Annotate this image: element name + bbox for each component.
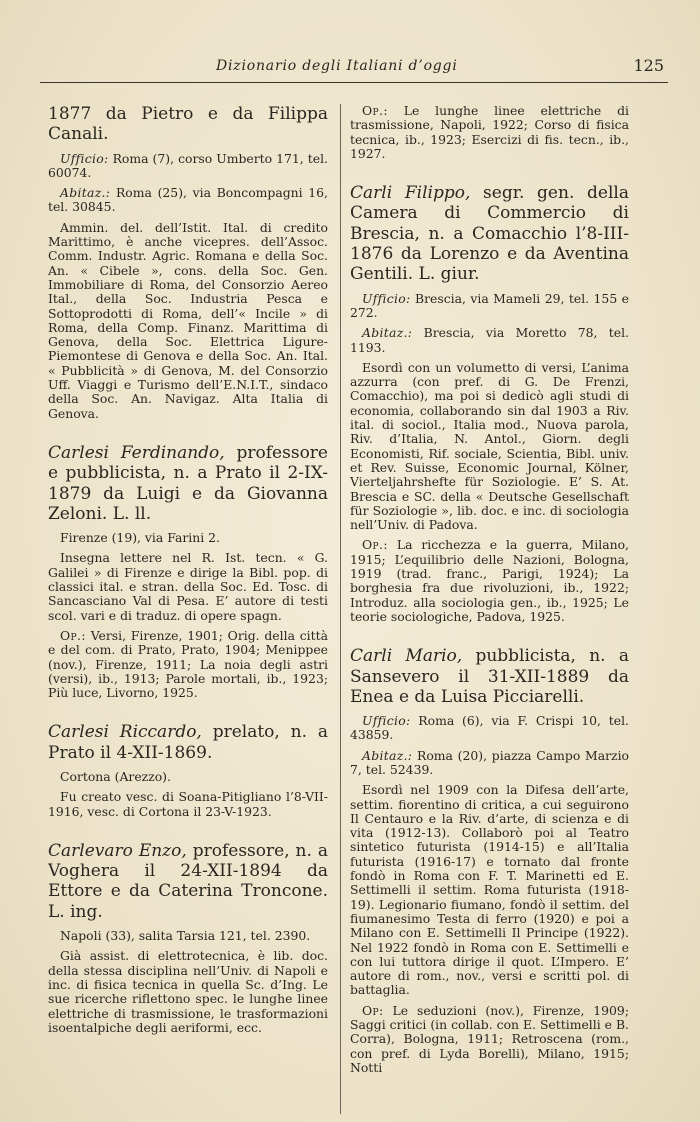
works-list — [350, 104, 629, 161]
works-text: Le seduzioni (nov.), Firenze, 1909; Saggi critici (in collab. con E. Settimelli e B. Corra), Bologna, 1911; Retroscena (rom., con pref. di Lyda Borelli), Milano, 1915; Notti — [350, 1002, 629, 1075]
entry-continued-canali — [48, 104, 328, 421]
works-list — [48, 629, 328, 700]
entry-carli-filippo — [350, 183, 629, 624]
entry-carli-mario — [350, 646, 629, 1075]
entry-body: Insegna lettere nel R. Ist. tecn. « G. Galilei » di Firenze e dirige la Bibl. pop. di classici ital. e stran. della Soc. Ed. Tosc. di Sancasciano Val di Pesa. E’ autore di testi scol. vari e di traduz. di opere spagn. — [48, 550, 328, 623]
address: Firenze (19), via Farini 2. — [60, 530, 220, 546]
entry-body: Esordì nel 1909 con la Difesa dell’arte, settim. fiorentino di critica, a cui seguirono Il Centauro e la Riv. d’arte, di scienza e di vita (1912-13). Collaborò poi al Teatro sintetico futurista (1914-15) e all’Italia futurista (1916-17) e tornato dal fronte fondò in Roma con F. T. Marinetti ed E. Settimelli il settim. Roma futurista (1918-19). Legionario fiumano, fondò il settim. del fiumanesimo Testa di ferro (1920) e poi a Milano con E. Settimelli Il Principe (1922). Nel 1922 fondò in Roma con E. Settimelli e con lui tuttora dirige il quot. L’Impero. E’ autore di rom., nov., versi e scritti pol. di battaglia. — [350, 782, 629, 998]
entry-name: Carli Mario, — [350, 646, 463, 667]
running-head — [40, 56, 668, 83]
home-address — [48, 186, 328, 215]
entry-name: Carlesi Riccardo, — [48, 722, 202, 743]
entry-body: Ammin. del. dell’Istit. Ital. di credito Marittimo, è anche vicepres. dell’Assoc. Comm. Industr. Agric. Romana e della Soc. An. « Cibele », cons. della Soc. Gen. Immobiliare di Roma, del Consorzio Aereo Ital., della Soc. Industria Pesca e Sottoprodotti di Roma, dell’« Incile » di Roma, della Comp. Finanz. Marittima di Genova, della Soc. Elettrica Ligure-Piemontese di Genova e della Soc. An. Ital. « Pubblicità » di Genova, M. del Consorzio Uff. Viaggi e Turismo dell’E.N.I.T., sindaco della Soc. An. Navigaz. Alta Italia di Genova. — [48, 219, 328, 421]
column-divider — [340, 104, 341, 1114]
home-label: Abitaz.: — [60, 185, 111, 201]
office-address — [48, 152, 328, 181]
works-label: Op: — [362, 1002, 384, 1018]
works-label: Op.: — [362, 537, 388, 553]
right-column — [350, 104, 629, 1097]
page-number: 125 — [633, 56, 664, 75]
entry-name: Carli Filippo, — [350, 183, 471, 204]
home-address — [350, 326, 629, 355]
left-column — [48, 104, 328, 1057]
entry-name: Carlesi Ferdinando, — [48, 442, 225, 463]
works-label: Op.: — [362, 103, 388, 118]
entry-heading-rest: prelato, n. a Prato il 4-XII-1869. — [48, 722, 328, 763]
entry-body: Fu creato vesc. di Soana-Pitigliano l’8-VII-1916, vesc. di Cortona il 23-V-1923. — [48, 789, 328, 819]
entry-heading-rest: pubblicista, n. a Sansevero il 31-XII-1889 da Enea e da Luisa Picciarelli. — [350, 646, 629, 707]
address: Cortona (Arezzo). — [60, 768, 171, 784]
entry-body: Già assist. di elettrotecnica, è lib. doc. della stessa disciplina nell’Univ. di Napoli e inc. di fisica tecnica in quella Sc. d’Ing. Le sue ricerche riflettono spec. le lunghe linee elettriche di trasmissione, le trasformazioni isoentalpiche degli aeriformi, ecc. — [48, 948, 328, 1035]
works-label: Op.: — [60, 627, 86, 643]
entry-carlesi-riccardo — [48, 722, 328, 818]
works-list — [350, 538, 629, 624]
running-title: Dizionario degli Italiani d’oggi — [216, 58, 458, 74]
entry-heading-rest: professore e pubblicista, n. a Prato il 2-IX-1879 da Luigi e da Giovanna Zeloni. L. ll. — [48, 442, 328, 524]
home-text: Roma (25), via Boncompagni 16, tel. 30845. — [48, 185, 328, 215]
home-label: Abitaz.: — [362, 747, 413, 763]
entry-carlesi-ferdinando — [48, 443, 328, 700]
entry-heading: 1877 da Pietro e da Filippa Canali. — [48, 104, 328, 145]
entry-heading — [350, 183, 629, 284]
works-text: La ricchezza e la guerra, Milano, 1915; L’equilibrio delle Nazioni, Bologna, 1919 (trad. franc., Parigi, 1924); La borghesia fra due rivoluzioni, ib., 1922; Introduz. alla sociologia gen., ib., 1925; Le teorie sociologiche, Padova, 1925. — [350, 537, 629, 624]
office-text: Roma (6), via F. Crispi 10, tel. 43859. — [350, 713, 629, 743]
home-text: Roma (20), piazza Campo Marzio 7, tel. 52439. — [350, 747, 629, 777]
works-text: Versi, Firenze, 1901; Orig. della città e del com. di Prato, Prato, 1904; Menippee (nov.), Firenze, 1911; La noia degli astri (versi), ib., 1913; Parole mortali, ib., 1923; Più luce, Livorno, 1925. — [48, 627, 328, 701]
office-label: Ufficio: — [362, 290, 411, 306]
entry-heading-rest: segr. gen. della Camera di Commercio di Brescia, n. a Comacchio l’8-III-1876 da Lorenzo e da Aventina Gentili. L. giur. — [350, 183, 629, 285]
office-address — [350, 292, 629, 321]
entry-heading — [48, 841, 328, 922]
entry-heading — [48, 722, 328, 763]
address: Napoli (33), salita Tarsia 121, tel. 2390. — [60, 928, 311, 944]
home-label: Abitaz.: — [362, 325, 413, 341]
entry-heading-rest: professore, n. a Voghera il 24-XII-1894 da Ettore e da Caterina Tronconе. L. ing. — [48, 840, 328, 922]
entry-heading — [350, 646, 629, 707]
office-text: Roma (7), corso Umberto 171, tel. 60074. — [48, 150, 328, 180]
office-address — [350, 714, 629, 743]
entry-continued-carlevaro-works — [350, 104, 629, 161]
home-text: Brescia, via Moretto 78, tel. 1193. — [350, 325, 629, 355]
entry-name: Carlevaro Enzo, — [48, 840, 187, 861]
works-list — [350, 1004, 629, 1075]
office-text: Brescia, via Mameli 29, tel. 155 e 272. — [350, 290, 629, 320]
entry-carlevaro-enzo — [48, 841, 328, 1035]
entry-body: Esordì con un volumetto di versi, L’anima azzurra (con pref. di G. De Frenzi, Comacchio), ma poi si dedicò agli studi di economia, collaborando sin dal 1903 a Riv. ital. di sociol., Italia mod., Nuova parola, Riv. d’Italia, N. Antol., Giorn. degli Economisti, Rif. sociale, Scientia, Bibl. univ. et Rev. Suisse, Economic Journal, Kölner, Vierteljahrshefte für Soziologie. E’ S. At. Brescia e SC. della « Deutsche Gesellschaft für Soziologie », lib. doc. e inc. di sociologia nell’Univ. di Padova. — [350, 359, 629, 533]
works-text: Le lunghe linee elettriche di trasmissione, Napoli, 1922; Corso di fisica tecnica, ib., 1923; Esercizi di fis. tecn., ib., 1927. — [350, 103, 629, 161]
home-address — [350, 749, 629, 778]
office-label: Ufficio: — [362, 713, 411, 729]
office-label: Ufficio: — [60, 150, 109, 166]
entry-heading — [48, 443, 328, 524]
